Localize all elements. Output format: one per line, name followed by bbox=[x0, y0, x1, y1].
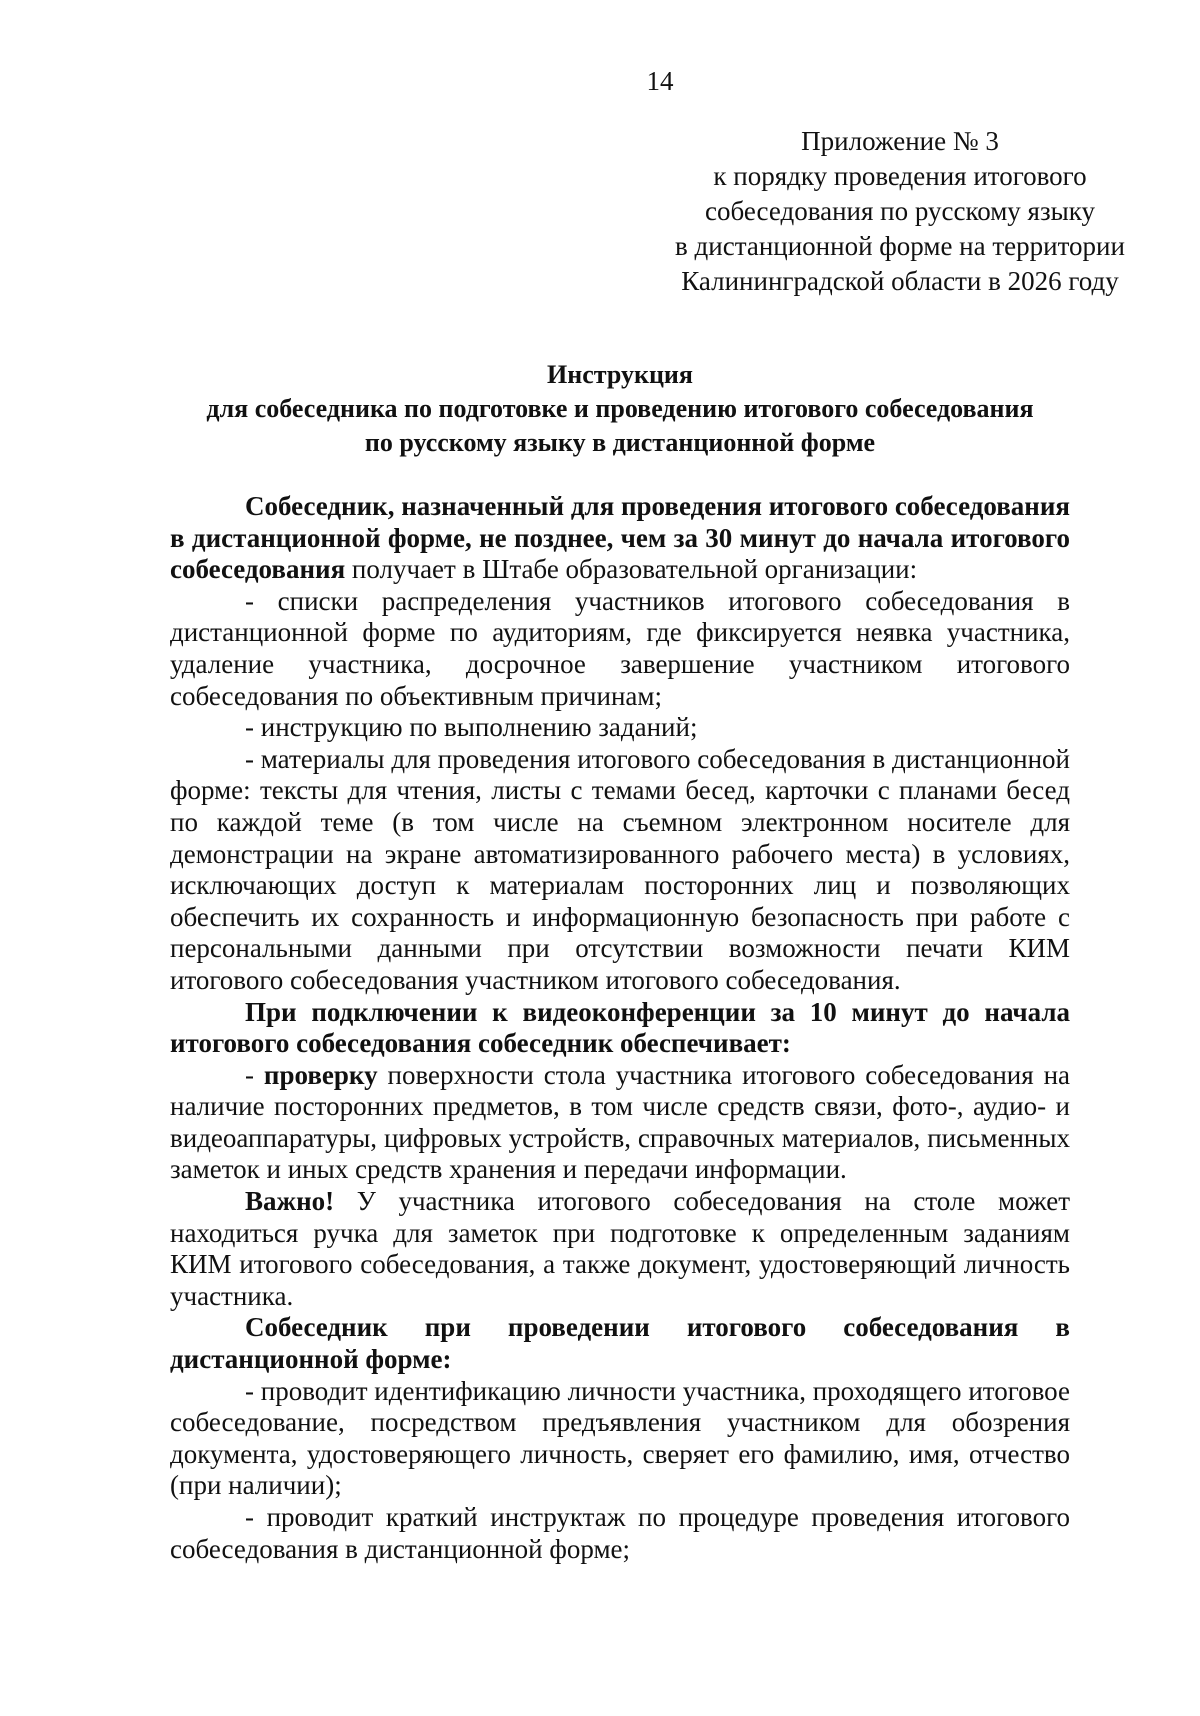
list-item: - списки распределения участников итогового собеседования в дистанционной форме по аудиториям, где фиксируется неявка участника, удаление участника, досрочное завершение участником итогового собеседования по объективным причинам; bbox=[170, 585, 1070, 711]
list-item: - проводит краткий инструктаж по процедуре проведения итогового собеседования в дистанционной форме; bbox=[170, 1502, 1070, 1564]
paragraph-video-conference: При подключении к видеоконференции за 10 минут до начала итогового собеседования собеседник обеспечивает: bbox=[170, 996, 1070, 1059]
paragraph-intro bbox=[170, 491, 1070, 586]
paragraph-text: поверхности стола участника итогового собеседования на наличие посторонних предметов, в том числе средств связи, фото-, аудио- и видеоаппаратуры, цифровых устройств, справочных материалов, письменных заметок и иных средств хранения и передачи информации. bbox=[170, 1059, 1071, 1185]
appendix-line: Калининградской области в 2026 году bbox=[681, 266, 1119, 296]
appendix-header bbox=[640, 124, 1160, 299]
document-title bbox=[170, 358, 1070, 460]
paragraph-text: получает в Штабе образовательной организации: bbox=[345, 554, 918, 585]
title-line: по русскому языку в дистанционной форме bbox=[364, 428, 876, 457]
appendix-line: Приложение № 3 bbox=[801, 126, 999, 156]
appendix-line: собеседования по русскому языку bbox=[705, 196, 1095, 226]
bold-text: проверку bbox=[263, 1059, 378, 1090]
list-item: - проводит идентификацию личности участника, проходящего итоговое собеседование, посредством предъявления участником для обозрения документа, удостоверяющего личность, сверяет его фамилию, имя, отчество (при наличии); bbox=[170, 1375, 1070, 1501]
title-line: для собеседника по подготовке и проведению итогового собеседования bbox=[206, 394, 1034, 423]
list-item: - материалы для проведения итогового собеседования в дистанционной форме: тексты для чтения, листы с темами бесед, карточки с планами бесед по каждой теме (в том числе на съемном электронном носителе для демонстрации на экране автоматизированного рабочего места) в условиях, исключающих доступ к материалам посторонних лиц и позволяющих обеспечить их сохранность и информационную безопасность при работе с персональными данными при отсутствии возможности печати КИМ итогового собеседования участником итогового собеседования. bbox=[170, 743, 1070, 995]
bold-text: Важно! bbox=[245, 1186, 335, 1217]
title-line: Инструкция bbox=[547, 360, 693, 389]
list-item bbox=[170, 1060, 1070, 1186]
paragraph-conducting: Собеседник при проведении итогового собеседования в дистанционной форме: bbox=[170, 1312, 1070, 1375]
bold-text: Собеседник, назначенный для проведения итогового собеседования в дистанционной форме, не позднее, чем за 30 минут до начала итогового собеседования bbox=[170, 491, 1070, 585]
appendix-line: в дистанционной форме на территории bbox=[675, 231, 1125, 261]
appendix-line: к порядку проведения итогового bbox=[713, 161, 1087, 191]
paragraph-text: У участника итогового собеседования на столе может находиться ручка для заметок при подготовке к определенным заданиям КИМ итогового собеседования, а также документ, удостоверяющий личность участника. bbox=[170, 1186, 1070, 1311]
paragraph-important bbox=[170, 1186, 1070, 1312]
list-item: - инструкцию по выполнению заданий; bbox=[245, 712, 698, 743]
page-number: 14 bbox=[646, 66, 674, 96]
list-dash: - bbox=[245, 1059, 264, 1090]
document-body bbox=[170, 491, 1070, 1565]
